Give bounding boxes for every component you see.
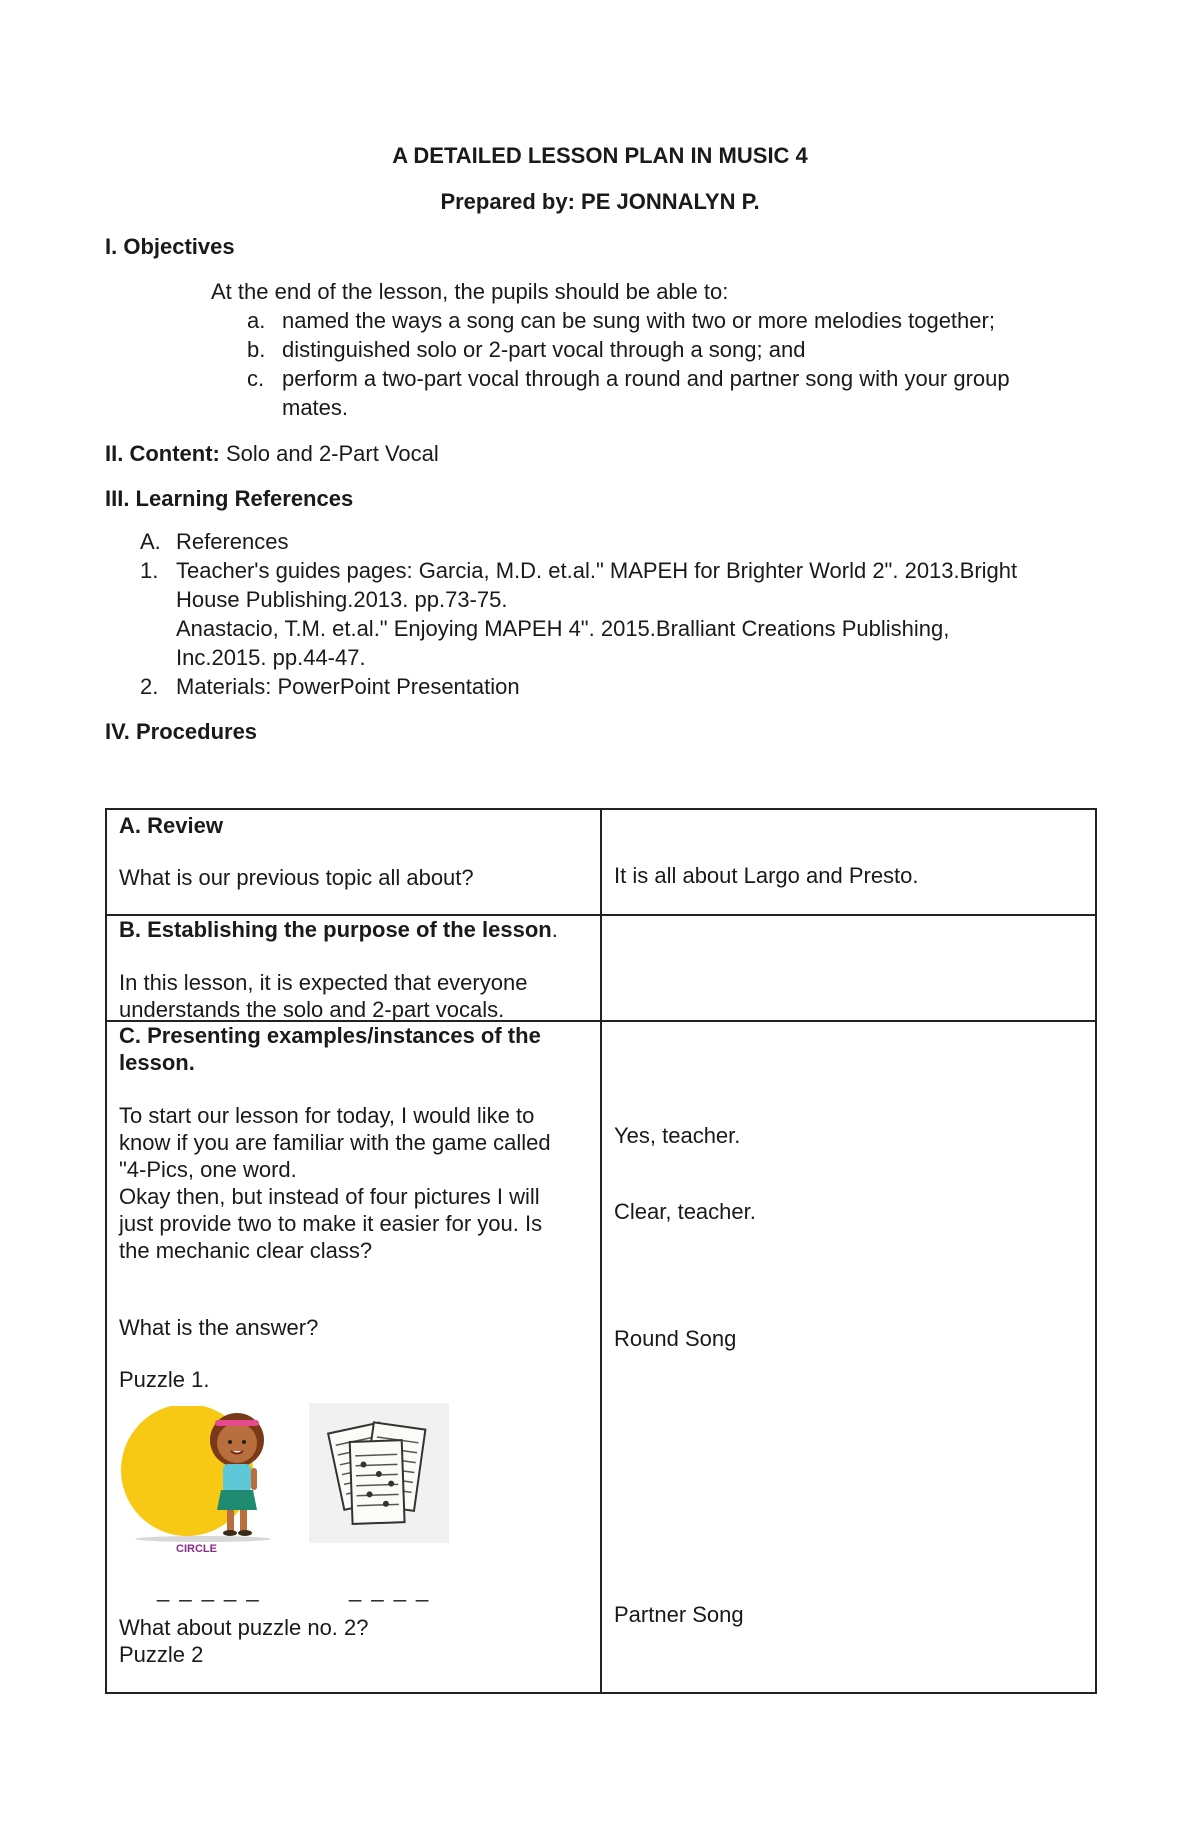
circle-girl-image — [119, 1406, 289, 1552]
purpose-pupil-cell — [601, 915, 1096, 1021]
presenting-pupil-cell — [601, 1021, 1096, 1693]
presenting-text-line3: "4-Pics, one word. — [119, 1157, 297, 1182]
prepared-by: Prepared by: PE JONNALYN P. — [440, 189, 760, 214]
objective-b-text: distinguished solo or 2-part vocal through a song; and — [282, 337, 806, 362]
objective-c-text-line2: mates. — [282, 395, 349, 420]
presenting-teacher-cell — [106, 1021, 601, 1693]
response-clear: Clear, teacher. — [614, 1199, 756, 1224]
review-question: What is our previous topic all about? — [119, 865, 474, 890]
reference-1-line1: Teacher's guides pages: Garcia, M.D. et.al." MAPEH for Brighter World 2". 2013.Bright — [176, 558, 1018, 583]
presenting-text-line5: just provide two to make it easier for you. Is — [119, 1211, 543, 1236]
content-line — [105, 439, 439, 468]
objectives-intro: At the end of the lesson, the pupils should be able to: — [211, 279, 729, 304]
reference-1-line3: Anastacio, T.M. et.al." Enjoying MAPEH 4". 2015.Bralliant Creations Publishing, — [176, 616, 950, 641]
review-heading: A. Review — [119, 813, 223, 838]
references-a-marker: A. — [140, 529, 161, 554]
puzzle1-blank-word2: _ _ _ _ — [349, 1577, 431, 1602]
presenting-heading-line2: lesson. — [119, 1050, 195, 1075]
document-title: A DETAILED LESSON PLAN IN MUSIC 4 — [392, 143, 808, 168]
review-answer: It is all about Largo and Presto. — [614, 863, 919, 888]
puzzle2-question: What about puzzle no. 2? — [119, 1615, 369, 1640]
purpose-heading-line — [119, 916, 558, 943]
response-partner-song: Partner Song — [614, 1602, 744, 1627]
presenting-heading-line1: C. Presenting examples/instances of the — [119, 1023, 541, 1048]
review-teacher-cell — [106, 809, 601, 915]
sheet-music-image — [309, 1403, 449, 1543]
purpose-text-line1: In this lesson, it is expected that everyone — [119, 970, 528, 995]
procedures-heading: IV. Procedures — [105, 719, 258, 744]
content-text: Solo and 2-Part Vocal — [219, 441, 439, 466]
presenting-text-line4: Okay then, but instead of four pictures I will — [119, 1184, 540, 1209]
reference-2-marker: 2. — [140, 674, 159, 699]
objective-c-marker: c. — [247, 366, 265, 391]
circle-caption: CIRCLE — [176, 1543, 217, 1555]
response-yes: Yes, teacher. — [614, 1123, 741, 1148]
table-row-review — [106, 809, 1096, 915]
reference-1-line2: House Publishing.2013. pp.73-75. — [176, 587, 508, 612]
references-a-text: References — [176, 529, 289, 554]
presenting-text-line6: the mechanic clear class? — [119, 1238, 373, 1263]
table-row-presenting — [106, 1021, 1096, 1693]
reference-1-line4: Inc.2015. pp.44-47. — [176, 645, 366, 670]
purpose-teacher-cell — [106, 915, 601, 1021]
objective-a-marker: a. — [247, 308, 266, 333]
objectives-heading: I. Objectives — [105, 234, 235, 259]
reference-1-marker: 1. — [140, 558, 159, 583]
review-pupil-cell — [601, 809, 1096, 915]
puzzle2-label: Puzzle 2 — [119, 1642, 204, 1667]
objective-a-text: named the ways a song can be sung with two or more melodies together; — [282, 308, 995, 333]
objective-b-marker: b. — [247, 337, 266, 362]
response-round-song: Round Song — [614, 1326, 737, 1351]
reference-2-text: Materials: PowerPoint Presentation — [176, 674, 520, 699]
table-row-purpose — [106, 915, 1096, 1021]
purpose-heading-suffix: . — [551, 917, 558, 942]
puzzle1-blank-word1: _ _ _ _ _ — [157, 1577, 261, 1602]
answer-question: What is the answer? — [119, 1315, 319, 1340]
presenting-text-line1: To start our lesson for today, I would like to — [119, 1103, 535, 1128]
objective-c-text-line1: perform a two-part vocal through a round and partner song with your group — [282, 366, 1010, 391]
references-heading: III. Learning References — [105, 486, 354, 511]
content-heading: II. Content: — [105, 441, 220, 466]
procedures-table — [105, 808, 1097, 1694]
puzzle1-label: Puzzle 1. — [119, 1367, 210, 1392]
circle-girl-illustration — [119, 1406, 289, 1552]
purpose-text-line2: understands the solo and 2-part vocals. — [119, 997, 505, 1022]
sheet-music-illustration — [309, 1403, 449, 1543]
purpose-heading: B. Establishing the purpose of the lesson — [119, 917, 552, 942]
presenting-text-line2: know if you are familiar with the game called — [119, 1130, 551, 1155]
